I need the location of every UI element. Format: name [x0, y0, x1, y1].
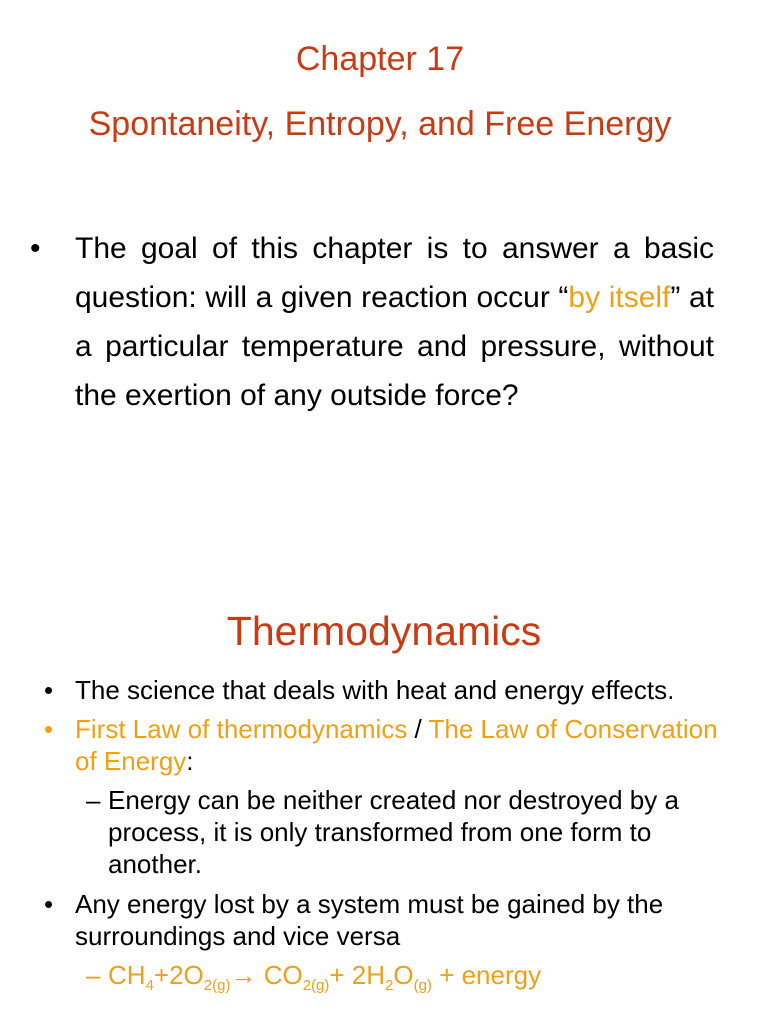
thermodynamics-title: Thermodynamics [226, 608, 542, 654]
eq-ch-sub: 4 [145, 977, 154, 994]
eq-co: CO [256, 960, 303, 990]
eq-plus-2o: +2O [153, 960, 204, 990]
eq-plus-2h: + 2H [329, 960, 386, 990]
eq-o: O [393, 960, 414, 990]
arrow-icon: → [230, 960, 257, 990]
energy-conservation-text: Energy can be neither created nor destroyed by a process, it is only transformed from one form to another. [108, 785, 679, 879]
eq-ch: CH [108, 960, 146, 990]
goal-text-before: The goal of this chapter is to answer a basic question: will a given reaction occur “ [75, 232, 714, 314]
dash-icon: – [86, 785, 101, 815]
eq-co2-sub: 2(g) [302, 977, 330, 994]
goal-text-after: ” at a particular temperature and pressure, without the exertion of any outside force? [75, 281, 714, 412]
item-science-text: The science that deals with heat and energy effects. [75, 675, 675, 705]
by-itself-highlight: by itself [568, 281, 671, 314]
dash-icon: – [86, 960, 101, 990]
chapter-subtitle: Spontaneity, Entropy, and Free Energy [88, 105, 672, 143]
slide-thermodynamics [0, 576, 768, 1024]
first-law-text: First Law of thermodynamics [75, 714, 408, 744]
list-item [30, 888, 720, 952]
eq-h2-sub: 2 [385, 977, 394, 994]
eq-o-sub: (g) [413, 977, 432, 994]
energy-lost-text: Any energy lost by a system must be gained by the surroundings and vice versa [75, 889, 664, 951]
conservation-law-text: The Law of Conservation of Energy [75, 714, 718, 776]
bullet-icon: • [44, 714, 54, 744]
sub-item [30, 784, 720, 880]
bullet-icon: • [30, 232, 41, 265]
thermodynamics-list [30, 674, 720, 999]
bullet-icon: • [44, 675, 54, 705]
colon-text: : [186, 746, 194, 776]
separator-text: / [407, 714, 429, 744]
chapter-title: Chapter 17 [295, 40, 465, 78]
list-item [30, 674, 720, 706]
combustion-equation [30, 959, 720, 994]
goal-text [75, 224, 714, 420]
goal-paragraph [30, 224, 714, 420]
list-item [30, 713, 720, 777]
bullet-icon: • [44, 889, 54, 919]
eq-energy: + energy [431, 960, 542, 990]
eq-o2-sub: 2(g) [203, 977, 231, 994]
